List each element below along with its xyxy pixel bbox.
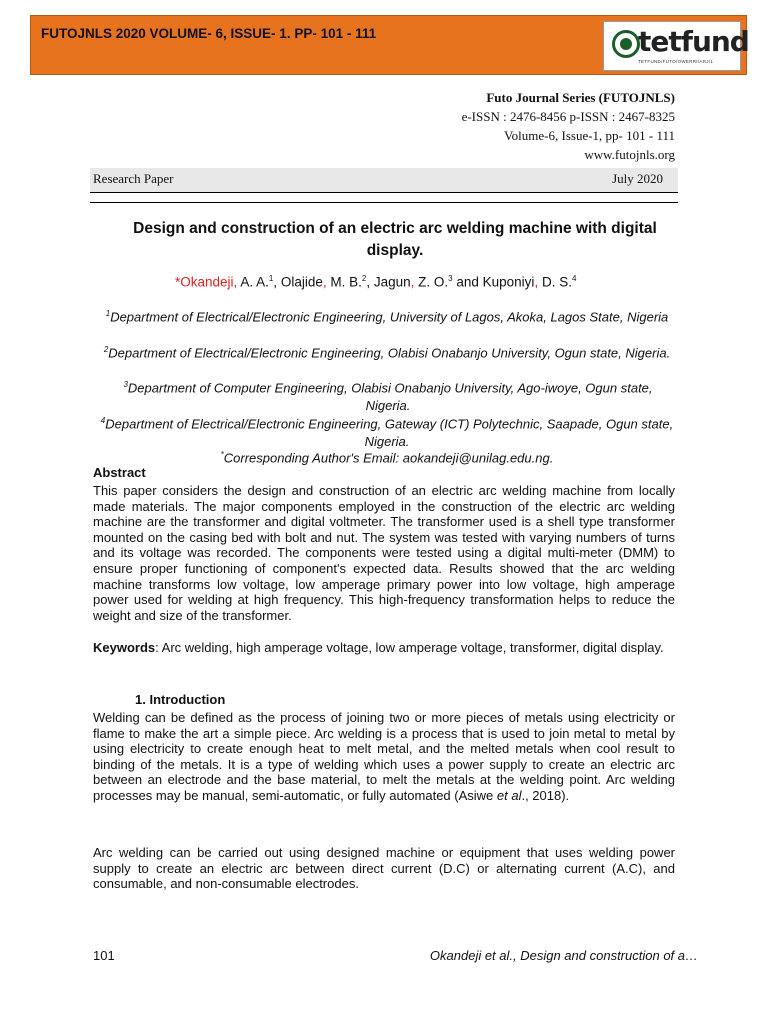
affiliation-text: Department of Electrical/Electronic Engineering, Gateway (ICT) Polytechnic, Saapade, Ogun state, Nigeria. bbox=[105, 416, 674, 450]
journal-issn: e-ISSN : 2476-8456 p-ISSN : 2467-8325 bbox=[461, 109, 675, 124]
author-list: *Okandeji, A. A.$^1$, Olajide, M. B.$^2$, Jagun, Z. O.$^3$ and Kuponiyi, D. S.$^4$ bbox=[175, 274, 577, 290]
author-sup: 4 bbox=[571, 274, 577, 283]
logo-subtext: TETFUND/FUTO/OWERRI/ARJ/1 bbox=[638, 59, 714, 64]
tetfund-logo bbox=[603, 21, 749, 71]
affiliation-sup: 3 bbox=[123, 380, 128, 389]
corresponding-sup: * bbox=[220, 450, 224, 459]
intro-paragraph: Arc welding can be carried out using designed machine or equipment that uses welding power supply to create an electric arc between direct current (D.C) or alternating current (A.C), and consumable, and non-consumable electrodes. bbox=[93, 845, 675, 892]
journal-volume: Volume-6, Issue-1, pp- 101 - 111 bbox=[503, 128, 675, 143]
corresponding-text: Corresponding Author's Email: aokandeji@unilag.edu.ng. bbox=[223, 450, 554, 466]
journal-banner bbox=[30, 15, 747, 75]
journal-website[interactable]: www.futojnls.org bbox=[584, 147, 675, 162]
affiliation-sup: 1 bbox=[105, 309, 111, 318]
affiliation bbox=[92, 305, 682, 326]
affiliation-text: Department of Computer Engineering, Olabisi Onabanjo University, Ago-iwoye, Ogun state, Nigeria. bbox=[127, 380, 653, 414]
author-name: Olajide bbox=[280, 274, 323, 290]
author-initials: Z. O. bbox=[414, 274, 449, 290]
logo-emblem-icon bbox=[612, 30, 640, 58]
author-sup: 1 bbox=[268, 274, 274, 283]
paper-title: Design and construction of an electric arc welding machine with digital display. bbox=[133, 220, 657, 259]
affiliation bbox=[110, 376, 666, 415]
page-number: 101 bbox=[93, 948, 115, 963]
author-sup: 3 bbox=[448, 274, 453, 283]
et-al: et al bbox=[496, 787, 522, 803]
running-footer: Okandeji et al., Design and construction of a… bbox=[429, 948, 698, 963]
abstract-heading: Abstract bbox=[93, 465, 146, 480]
paper-date: July 2020 bbox=[612, 171, 663, 186]
section-heading: 1. Introduction bbox=[135, 692, 226, 707]
affiliation-text: Department of Electrical/Electronic Engineering, University of Lagos, Akoka, Lagos State, Nigeria bbox=[110, 309, 669, 325]
author-name: Jagun bbox=[373, 274, 411, 290]
paper-type-row bbox=[90, 168, 678, 193]
affiliation bbox=[92, 341, 682, 362]
author-name: *Okandeji bbox=[175, 274, 234, 290]
keywords bbox=[93, 640, 675, 656]
corresponding-author bbox=[92, 446, 682, 467]
intro-paragraph: Welding can be defined as the process of joining two or more pieces of metals using electricity or flame to make the art a simple piece. Arc welding is a process that is used to join metal to metal by using electricity to create enough heat to melt metal, and the melted metals when cool result to binding of the metals. It is a type of welding which uses a power supply to create an electric arc between an electrode and the base material, to melt the metals at the welding point. Arc welding processes may be manual, semi-automatic, or fully automated (Asiwe et al., 2018). bbox=[93, 710, 675, 803]
journal-info bbox=[462, 88, 675, 164]
keywords-label: Keywords bbox=[93, 640, 156, 655]
keywords-text: : Arc welding, high amperage voltage, low amperage voltage, transformer, digital display. bbox=[155, 640, 664, 655]
author-initials: A. A. bbox=[237, 274, 269, 290]
divider bbox=[90, 202, 678, 203]
abstract-text: This paper considers the design and construction of an electric arc welding machine from locally made materials. The major components employed in the construction of the electric arc welding machine are the transformer and digital voltmeter. The transformer used is a shell type transformer mounted on the casing bed with bolt and nut. The system was tested with varying numbers of turns and its voltage was recorded. The components were tested using a digital multi-meter (DMM) to ensure proper functioning of component's expected data. Results showed that the arc welding machine transforms low voltage, low amperage primary power into low voltage, high amperage power used for welding at high frequency. This high-frequency transformation helps to reduce the weight and size of the transformer. bbox=[93, 483, 675, 623]
affiliation-sup: 4 bbox=[100, 416, 106, 425]
journal-name: Futo Journal Series (FUTOJNLS) bbox=[486, 90, 675, 105]
author-sup: 2 bbox=[361, 274, 367, 283]
author-initials: M. B. bbox=[326, 274, 362, 290]
author-name: Kuponiyi bbox=[482, 274, 535, 290]
author-initials: D. S. bbox=[538, 274, 572, 290]
affiliation-sup: 2 bbox=[103, 345, 109, 354]
logo-name: tetfund bbox=[638, 25, 749, 58]
affiliation-text: Department of Electrical/Electronic Engineering, Olabisi Onabanjo University, Ogun state, Nigeria. bbox=[108, 345, 671, 361]
banner-title: FUTOJNLS 2020 VOLUME- 6, ISSUE- 1. PP- 101 - 111 bbox=[41, 26, 377, 41]
paper-type: Research Paper bbox=[93, 171, 174, 186]
